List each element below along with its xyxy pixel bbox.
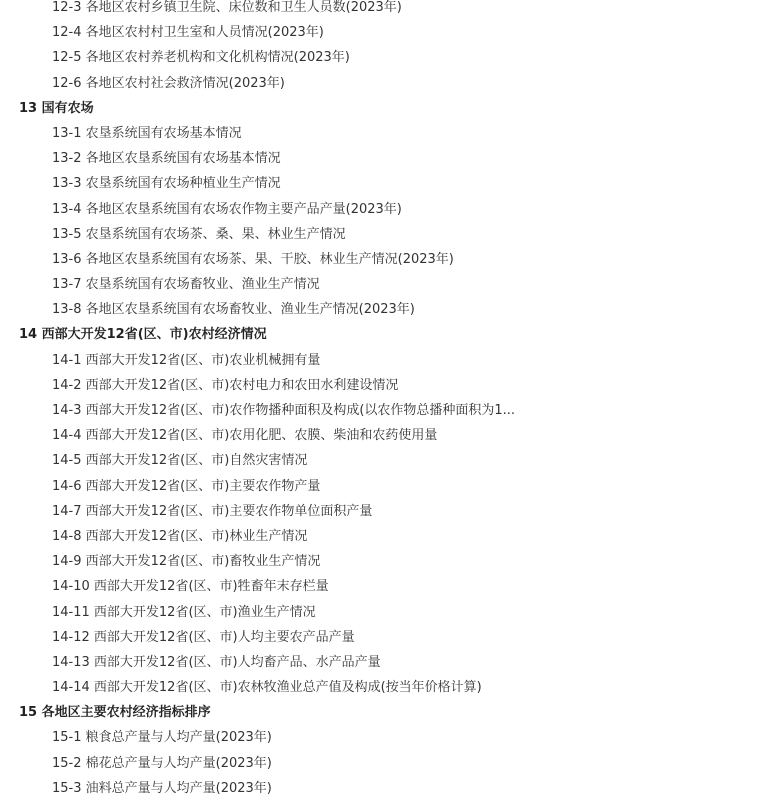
- toc-chapter-heading: 13 国有农场: [19, 100, 94, 116]
- toc-item-link[interactable]: 14-4 西部大开发12省(区、市)农用化肥、农膜、柴油和农药使用量: [52, 428, 438, 444]
- toc-item-link[interactable]: 12-5 各地区农村养老机构和文化机构情况(2023年): [52, 50, 350, 66]
- toc-item-link[interactable]: 13-1 农垦系统国有农场基本情况: [52, 125, 242, 141]
- toc-item-link[interactable]: 15-2 棉花总产量与人均产量(2023年): [52, 755, 272, 771]
- toc-item-link[interactable]: 14-6 西部大开发12省(区、市)主要农作物产量: [52, 478, 321, 494]
- toc-item-link[interactable]: 15-1 粮食总产量与人均产量(2023年): [52, 730, 272, 746]
- toc-chapter-heading: 14 西部大开发12省(区、市)农村经济情况: [19, 327, 267, 343]
- toc-item-link[interactable]: 15-3 油料总产量与人均产量(2023年): [52, 780, 272, 796]
- toc-item-link[interactable]: 12-3 各地区农村乡镇卫生院、床位数和卫生人员数(2023年): [52, 0, 402, 15]
- toc-item-link[interactable]: 14-5 西部大开发12省(区、市)自然灾害情况: [52, 453, 308, 469]
- toc-item-link[interactable]: 14-13 西部大开发12省(区、市)人均畜产品、水产品产量: [52, 654, 381, 670]
- toc-item-link[interactable]: 13-2 各地区农垦系统国有农场基本情况: [52, 151, 281, 167]
- toc-chapter-heading: 15 各地区主要农村经济指标排序: [19, 705, 211, 721]
- toc-item-link[interactable]: 14-9 西部大开发12省(区、市)畜牧业生产情况: [52, 554, 321, 570]
- toc-item-link[interactable]: 14-14 西部大开发12省(区、市)农林牧渔业总产值及构成(按当年价格计算): [52, 680, 482, 696]
- toc-item-link[interactable]: 13-3 农垦系统国有农场种植业生产情况: [52, 176, 281, 192]
- toc-item-link[interactable]: 14-2 西部大开发12省(区、市)农村电力和农田水利建设情况: [52, 377, 399, 393]
- toc-item-link[interactable]: 14-11 西部大开发12省(区、市)渔业生产情况: [52, 604, 316, 620]
- toc-item-link[interactable]: 14-8 西部大开发12省(区、市)林业生产情况: [52, 528, 308, 544]
- toc-item-link[interactable]: 12-4 各地区农村村卫生室和人员情况(2023年): [52, 25, 324, 41]
- toc-item-link[interactable]: 13-4 各地区农垦系统国有农场农作物主要产品产量(2023年): [52, 201, 402, 217]
- toc-item-link[interactable]: 12-6 各地区农村社会救济情况(2023年): [52, 75, 285, 91]
- toc-item-link[interactable]: 14-12 西部大开发12省(区、市)人均主要农产品产量: [52, 629, 355, 645]
- toc-item-link[interactable]: 13-6 各地区农垦系统国有农场茶、果、干胶、林业生产情况(2023年): [52, 251, 454, 267]
- toc-item-link[interactable]: 13-5 农垦系统国有农场茶、桑、果、林业生产情况: [52, 226, 346, 242]
- toc-item-link[interactable]: 14-1 西部大开发12省(区、市)农业机械拥有量: [52, 352, 321, 368]
- toc-item-link[interactable]: 14-7 西部大开发12省(区、市)主要农作物单位面积产量: [52, 503, 373, 519]
- toc-item-link[interactable]: 14-3 西部大开发12省(区、市)农作物播种面积及构成(以农作物总播种面积为1...: [52, 403, 516, 418]
- toc-item-link[interactable]: 13-8 各地区农垦系统国有农场畜牧业、渔业生产情况(2023年): [52, 302, 415, 318]
- toc-item-link[interactable]: 13-7 农垦系统国有农场畜牧业、渔业生产情况: [52, 277, 320, 293]
- toc-item-link[interactable]: 14-10 西部大开发12省(区、市)牲畜年末存栏量: [52, 579, 329, 595]
